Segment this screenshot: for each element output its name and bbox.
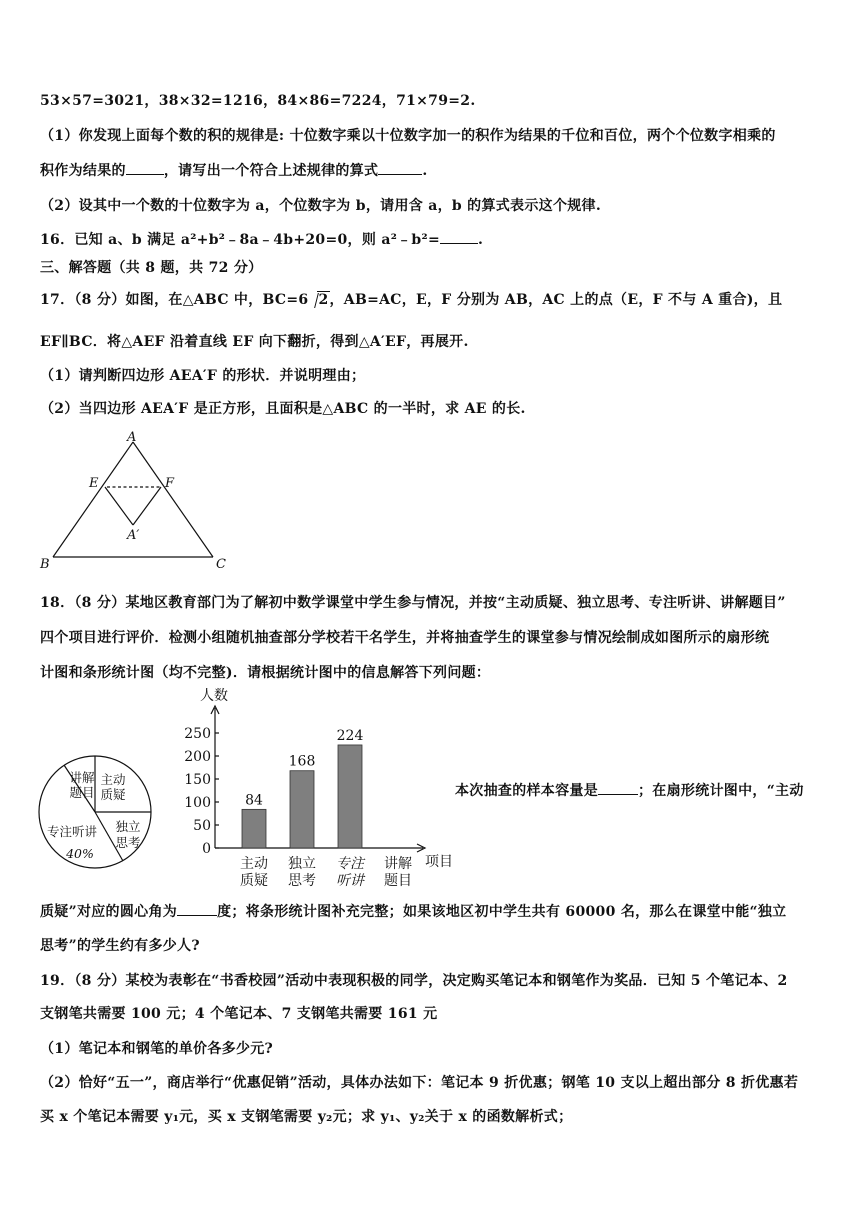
label-b: B <box>40 557 50 572</box>
pie-label: 主动 <box>100 772 126 787</box>
pie-label: 题目 <box>69 785 95 800</box>
y-tick-label: 150 <box>184 772 211 788</box>
problem19-line1: 19．（8 分）某校为表彰在“书香校园”活动中表现积极的同学，决定购买笔记本和钢笔作为奖品．已知 5 个笔记本、2 <box>40 973 788 989</box>
label-e: E <box>89 476 99 491</box>
pie-label: 独立 <box>115 819 141 834</box>
answer-blank <box>378 162 422 175</box>
problem15-part1-line2 <box>40 160 428 180</box>
problem17-part1: （1）请判断四边形 AEA′F 的形状．并说明理由； <box>40 368 366 384</box>
pie-chart <box>36 752 158 874</box>
text: . <box>477 232 484 248</box>
problem18-line4 <box>40 901 786 921</box>
sqrt-sign <box>308 292 329 308</box>
x-category-label: 独立 <box>288 856 316 872</box>
text: 质疑”对应的圆心角为 <box>40 904 178 920</box>
x-category-label: 专注 <box>336 856 364 872</box>
y-axis-title: 人数 <box>200 688 228 704</box>
label-c: C <box>216 557 226 572</box>
answer-blank <box>177 903 217 916</box>
pie-label: 40% <box>66 846 94 861</box>
bar-value-label: 84 <box>245 792 263 809</box>
bar <box>290 771 314 848</box>
problem18-line2: 四个项目进行评价．检测小组随机抽查部分学校若干名学生，并将抽查学生的课堂参与情况绘制成如图所示的扇形统 <box>40 630 770 646</box>
y-tick-label: 250 <box>184 726 211 742</box>
label-a-prime: A′ <box>127 528 140 543</box>
text: 积作为结果的 <box>40 163 126 179</box>
answer-blank <box>126 162 164 175</box>
answer-blank <box>440 231 478 244</box>
bar-value-label: 168 <box>288 753 316 770</box>
problem19-part1: （1）笔记本和钢笔的单价各多少元? <box>40 1041 274 1057</box>
x-axis-title: 项目 <box>425 854 453 870</box>
pie-label: 讲解 <box>69 770 95 785</box>
problem17-line1 <box>40 289 782 309</box>
pie-label: 思考 <box>115 835 141 850</box>
x-category-label: 听讲 <box>336 873 364 889</box>
answer-blank <box>598 782 638 795</box>
problem18-line1: 18．（8 分）某地区教育部门为了解初中数学课堂中学生参与情况，并按“主动质疑、独立思考、专注听讲、讲解题目” <box>40 595 786 611</box>
problem15-part1-line1: （1）你发现上面每个数的积的规律是: 十位数字乘以十位数字加一的积作为结果的千位和百位，两个个位数字相乘的 <box>40 128 776 144</box>
pie-label: 专注听讲 <box>46 824 98 839</box>
bar-chart <box>180 684 460 894</box>
text: ，AB=AC，E，F 分别为 AB，AC 上的点（E，F 不与 A 重合)，且 <box>329 292 783 308</box>
problem17-line2: EF∥BC．将△AEF 沿着直线 EF 向下翻折，得到△A′EF，再展开. <box>40 334 469 350</box>
bar <box>338 745 362 848</box>
text: 度；将条形统计图补充完整；如果该地区初中学生共有 60000 名，那么在课堂中能“独立 <box>217 904 787 920</box>
bar-value-label: 224 <box>336 727 364 744</box>
text: 本次抽查的样本容量是 <box>455 783 598 799</box>
problem19-part2-line1: （2）恰好“五一”，商店举行“优惠促销”活动，具体办法如下：笔记本 9 折优惠；钢笔 10 支以上超出部分 8 折优惠若 <box>40 1075 799 1091</box>
problem19-part2-line2: 买 x 个笔记本需要 y₁元，买 x 支钢笔需要 y₂元；求 y₁、y₂关于 x 的函数解析式； <box>40 1109 573 1125</box>
text: ；在扇形统计图中，“主动 <box>638 783 804 799</box>
y-tick-label: 100 <box>184 795 211 811</box>
triangle-figure <box>34 428 234 574</box>
problem18-side-text <box>455 780 804 800</box>
sqrt-radicand: 2 <box>318 292 329 308</box>
problem15-part2: （2）设其中一个数的十位数字为 a，个位数字为 b，请用含 a，b 的算式表示这个规律. <box>40 198 602 214</box>
side-ac <box>133 442 213 557</box>
text: ，请写出一个符合上述规律的算式 <box>163 163 379 179</box>
bar <box>242 809 266 848</box>
y-tick-label: 0 <box>202 841 211 857</box>
text: 17．（8 分）如图，在△ABC 中，BC=6 <box>40 292 309 308</box>
x-category-label: 思考 <box>288 873 316 889</box>
segment-ea-prime <box>105 487 133 525</box>
problem18-line5: 思考”的学生约有多少人? <box>40 938 200 954</box>
pie-label: 质疑 <box>100 787 126 802</box>
label-f: F <box>165 476 175 491</box>
x-category-label: 讲解 <box>384 856 412 872</box>
y-tick-label: 200 <box>184 749 211 765</box>
segment-fa-prime <box>133 487 161 525</box>
x-category-label: 题目 <box>384 873 412 889</box>
label-a: A <box>127 430 137 445</box>
problem15-products: 53×57=3021，38×32=1216，84×86=7224，71×79=2. <box>40 93 476 109</box>
side-ab <box>53 442 133 557</box>
problem18-line3: 计图和条形统计图（均不完整)．请根据统计图中的信息解答下列问题： <box>40 665 491 681</box>
x-category-label: 质疑 <box>240 873 268 889</box>
y-tick-label: 50 <box>193 818 211 834</box>
problem19-line2: 支钢笔共需要 100 元；4 个笔记本、7 支钢笔共需要 161 元 <box>40 1006 438 1022</box>
text: . <box>422 163 428 179</box>
section-heading: 三、解答题（共 8 题，共 72 分） <box>40 260 263 276</box>
text: 16．已知 a、b 满足 a²+b²﹣8a﹣4b+20=0，则 a²﹣b²= <box>40 232 440 248</box>
x-category-label: 主动 <box>240 856 268 872</box>
problem16 <box>40 229 483 249</box>
problem17-part2: （2）当四边形 AEA′F 是正方形，且面积是△ABC 的一半时，求 AE 的长. <box>40 401 526 417</box>
